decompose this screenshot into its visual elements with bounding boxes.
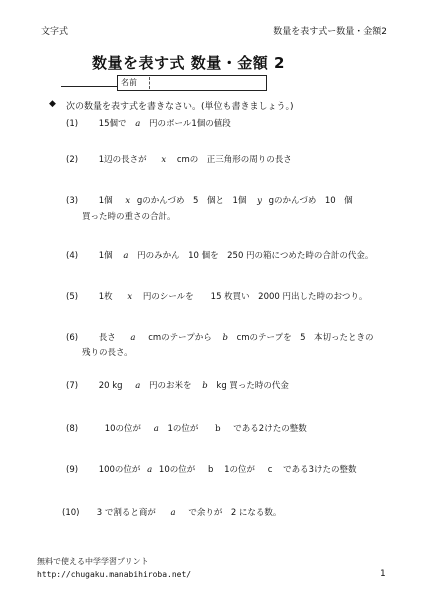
question-text: 3 で割ると商が xyxy=(96,508,156,518)
question-10 xyxy=(62,505,281,521)
question-text: 円のシールを 15 枚買い 2000 円出した時のおつり。 xyxy=(142,292,368,302)
question-number: (6) xyxy=(66,333,79,343)
variable: x xyxy=(161,155,167,165)
name-label: 名前 xyxy=(121,78,137,87)
title-underline xyxy=(61,86,117,87)
question-text: 100の位が xyxy=(98,465,141,475)
variable: x xyxy=(125,196,131,206)
question-text: cmのテープから xyxy=(148,333,212,343)
question-1 xyxy=(66,116,231,132)
question-number: (7) xyxy=(66,381,79,391)
page-title: 数量を表す式 数量・金額 2 xyxy=(92,54,285,72)
instruction-text: 次の数量を表す式を書きなさい。(単位も書きましょう。) xyxy=(66,102,294,112)
footer-site-name: 無料で使える中学学習プリント xyxy=(37,557,149,566)
question-text: 円のボール1個の値段 xyxy=(149,119,231,129)
question-2 xyxy=(66,152,292,168)
variable: a xyxy=(123,251,129,261)
question-text: 円のみかん 10 個を 250 円の箱につめた時の合計の代金。 xyxy=(137,251,374,261)
question-number: (8) xyxy=(66,424,79,434)
variable: c xyxy=(267,465,273,475)
question-number: (9) xyxy=(66,465,79,475)
variable: b xyxy=(215,424,221,434)
question-number: (5) xyxy=(66,292,79,302)
diamond-bullet-icon: ◆ xyxy=(49,99,56,109)
variable: a xyxy=(147,465,153,475)
variable: y xyxy=(257,196,262,206)
question-number: (10) xyxy=(62,508,80,518)
question-number: (4) xyxy=(66,251,79,261)
variable: b xyxy=(222,333,228,343)
variable: x xyxy=(127,292,133,302)
question-text: kg 買った時の代金 xyxy=(216,381,289,391)
name-field[interactable] xyxy=(117,75,267,91)
variable: a xyxy=(135,381,141,391)
variable: a xyxy=(135,119,141,129)
question-4 xyxy=(66,248,373,264)
question-number: (2) xyxy=(66,155,79,165)
variable: a xyxy=(170,508,176,518)
name-divider xyxy=(149,77,150,89)
question-text: gのかんづめ 10 個 xyxy=(268,196,353,206)
variable: a xyxy=(153,424,159,434)
question-number: (1) xyxy=(66,119,79,129)
question-number: (3) xyxy=(66,196,79,206)
question-8 xyxy=(66,421,307,437)
question-text: 1辺の長さが xyxy=(98,155,147,165)
question-5 xyxy=(66,289,367,305)
question-text: で余りが 2 になる数。 xyxy=(188,508,282,518)
variable: b xyxy=(202,381,208,391)
question-text: 1個 xyxy=(98,251,113,261)
question-6-continuation: 残りの長さ。 xyxy=(82,348,133,358)
question-text: cmの 正三角形の周りの長さ xyxy=(176,155,292,165)
question-text: 15個で xyxy=(98,119,127,129)
header-subject: 文字式 xyxy=(41,27,69,37)
question-text: 1枚 xyxy=(98,292,113,302)
question-text: 1個 xyxy=(98,196,113,206)
page-number: 1 xyxy=(380,569,386,579)
variable: b xyxy=(207,465,214,475)
question-text: 10の位が xyxy=(158,465,196,475)
question-text: 10の位が xyxy=(104,424,142,434)
question-text: 円のお米を xyxy=(149,381,192,391)
question-text: 長さ xyxy=(98,333,116,343)
question-text: cmのテープを 5 本切ったときの xyxy=(236,333,374,343)
question-3-continuation: 買った時の重さの合計。 xyxy=(82,212,176,222)
question-text: 1の位が xyxy=(224,465,255,475)
question-text: である2けたの整数 xyxy=(233,424,307,434)
question-6 xyxy=(66,330,374,346)
question-text: 20 kg xyxy=(98,381,123,391)
footer-url[interactable]: http://chugaku.manabihiroba.net/ xyxy=(37,570,192,579)
question-text: gのかんづめ 5 個と 1個 xyxy=(136,196,247,206)
question-text: である3けたの整数 xyxy=(283,465,357,475)
question-7 xyxy=(66,378,289,394)
variable: a xyxy=(130,333,136,343)
question-9 xyxy=(66,462,357,478)
question-3 xyxy=(66,193,353,209)
header-unit: 数量を表す式ー数量・金額2 xyxy=(273,27,387,37)
question-text: 1の位が xyxy=(167,424,199,434)
